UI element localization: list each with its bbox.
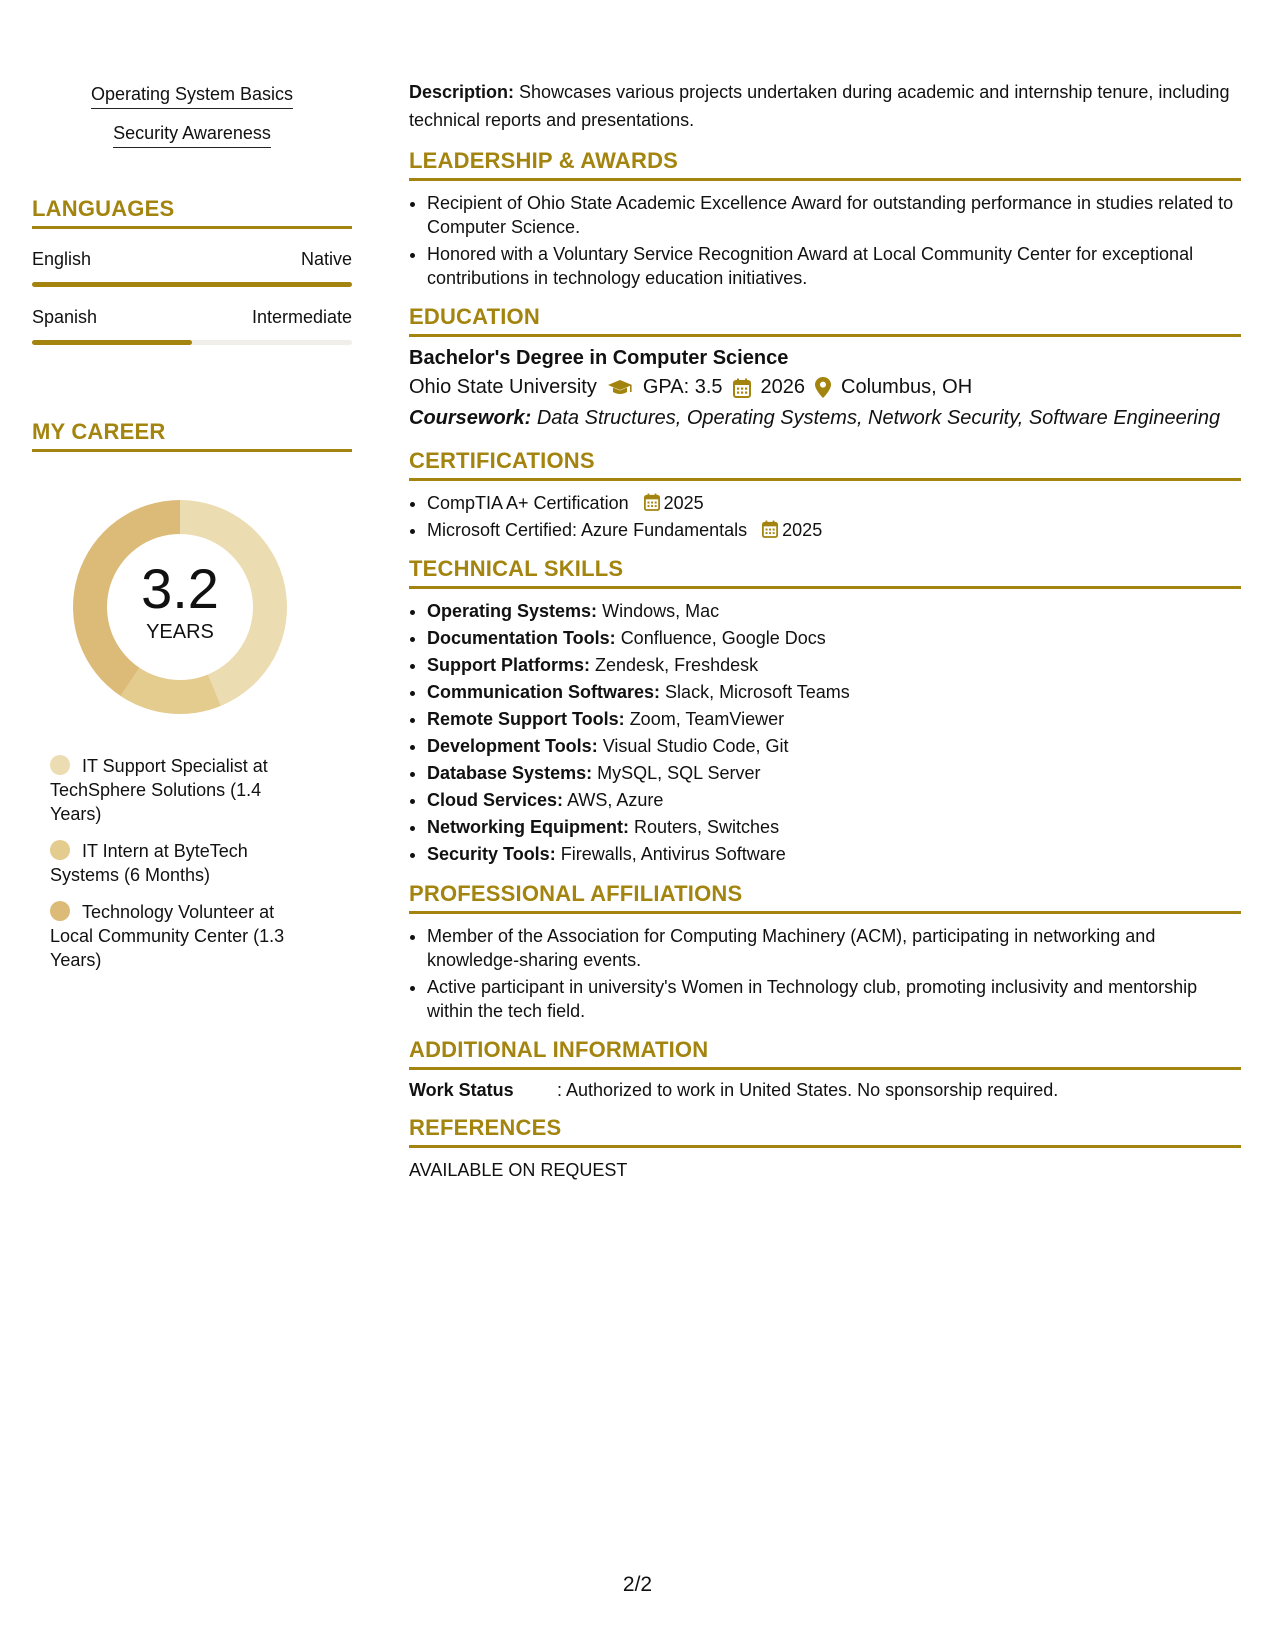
coursework-text: Data Structures, Operating Systems, Network Security, Software Engineering	[536, 407, 1221, 429]
skill-value: Visual Studio Code, Git	[602, 736, 789, 756]
coursework	[409, 407, 1241, 430]
career-legend-label: IT Support Specialist at TechSphere Solutions (1.4 Years)	[50, 756, 268, 824]
training-item: Operating System Basics	[91, 84, 293, 109]
language-name: English	[32, 249, 92, 269]
affiliation-item: • Member of the Association for Computing Machinery (ACM), participating in networking and knowledge-sharing events.	[427, 924, 1241, 972]
skill-value: MySQL, SQL Server	[597, 763, 761, 783]
language-entry	[32, 307, 352, 345]
skill-value: Confluence, Google Docs	[620, 628, 826, 648]
skill-value: Firewalls, Antivirus Software	[560, 844, 786, 864]
references-text: AVAILABLE ON REQUEST	[409, 1160, 628, 1180]
career-title: MY CAREER	[32, 419, 352, 452]
training-item: Security Awareness	[113, 123, 271, 148]
career-legend-label: IT Intern at ByteTech Systems (6 Months)	[50, 841, 248, 885]
skill-label: Security Tools:	[427, 844, 556, 864]
language-proficiency-bar	[32, 282, 352, 287]
skill-value: Zoom, TeamViewer	[629, 709, 785, 729]
certification-name: Microsoft Certified: Azure Fundamentals	[427, 520, 748, 540]
school-location: Columbus, OH	[841, 376, 973, 398]
affiliations-title: PROFESSIONAL AFFILIATIONS	[409, 881, 1241, 914]
skill-label: Database Systems:	[427, 763, 593, 783]
certification-item	[427, 518, 1241, 542]
skill-value: AWS, Azure	[567, 790, 664, 810]
career-total-unit: YEARS	[146, 620, 214, 643]
language-level: Intermediate	[251, 307, 352, 327]
legend-dot-icon	[50, 755, 70, 775]
legend-dot-icon	[50, 901, 70, 921]
calendar-icon	[733, 378, 751, 398]
skill-item	[427, 761, 1241, 786]
leadership-item: • Honored with a Voluntary Service Recognition Award at Local Community Center for exceptional contributions in technology education initiatives.	[427, 242, 1241, 290]
skill-value: Windows, Mac	[602, 601, 720, 621]
right-column	[409, 78, 1241, 1181]
skill-item	[427, 680, 1241, 705]
certification-year: 2025	[782, 520, 823, 540]
career-legend	[50, 754, 310, 972]
legend-dot-icon	[50, 840, 70, 860]
career-legend-item	[50, 754, 310, 826]
calendar-icon	[762, 520, 778, 538]
description-text: Showcases various projects undertaken during academic and internship tenure, including technical reports and presentations.	[409, 82, 1230, 130]
language-level: Native	[300, 249, 352, 269]
project-description	[409, 78, 1241, 134]
career-donut-chart	[65, 492, 295, 722]
leadership-title: LEADERSHIP & AWARDS	[409, 148, 1241, 181]
work-status-row	[409, 1080, 1241, 1101]
certification-item	[427, 491, 1241, 515]
work-status-value: : Authorized to work in United States. No sponsorship required.	[557, 1080, 1059, 1100]
skill-item	[427, 734, 1241, 759]
career-total-years: 3.2	[141, 556, 219, 620]
additional-info-title: ADDITIONAL INFORMATION	[409, 1037, 1241, 1070]
skill-item	[427, 707, 1241, 732]
left-column	[32, 78, 352, 985]
affiliations-list	[409, 924, 1241, 1023]
skill-label: Cloud Services:	[427, 790, 564, 810]
skill-label: Networking Equipment:	[427, 817, 629, 837]
leadership-list	[409, 191, 1241, 290]
language-proficiency-bar	[32, 340, 352, 345]
work-status-label: Work Status	[409, 1080, 514, 1100]
skill-value: Slack, Microsoft Teams	[665, 682, 850, 702]
skill-item	[427, 788, 1241, 813]
description-label: Description:	[409, 82, 515, 102]
languages-title: LANGUAGES	[32, 196, 352, 229]
skill-value: Zendesk, Freshdesk	[595, 655, 759, 675]
leadership-item: • Recipient of Ohio State Academic Excellence Award for outstanding performance in studies related to Computer Science.	[427, 191, 1241, 239]
skill-label: Communication Softwares:	[427, 682, 661, 702]
graduation-year: 2026	[760, 376, 806, 398]
certifications-list	[409, 491, 1241, 542]
language-proficiency-fill	[32, 282, 352, 287]
education-details	[409, 376, 1241, 399]
education-title: EDUCATION	[409, 304, 1241, 337]
skill-item	[427, 842, 1241, 867]
language-proficiency-fill	[32, 340, 192, 345]
coursework-label: Coursework:	[409, 407, 532, 429]
career-legend-item	[50, 900, 310, 972]
school-name: Ohio State University	[409, 376, 597, 398]
skills-list	[409, 599, 1241, 867]
career-legend-item	[50, 839, 310, 887]
skill-item	[427, 815, 1241, 840]
references-title: REFERENCES	[409, 1115, 1241, 1148]
graduation-cap-icon	[607, 379, 633, 397]
certification-name: CompTIA A+ Certification	[427, 493, 629, 513]
language-entry	[32, 249, 352, 287]
skill-item	[427, 626, 1241, 651]
training-list	[32, 78, 352, 156]
skill-label: Documentation Tools:	[427, 628, 616, 648]
certification-year: 2025	[663, 493, 704, 513]
skill-label: Remote Support Tools:	[427, 709, 625, 729]
degree-title: Bachelor's Degree in Computer Science	[409, 347, 789, 369]
skill-label: Support Platforms:	[427, 655, 591, 675]
calendar-icon	[644, 493, 660, 511]
certifications-title: CERTIFICATIONS	[409, 448, 1241, 481]
affiliation-item: • Active participant in university's Women in Technology club, promoting inclusivity and mentorship within the tech field.	[427, 975, 1241, 1023]
career-legend-label: Technology Volunteer at Local Community Center (1.3 Years)	[50, 902, 285, 970]
location-pin-icon	[815, 377, 831, 398]
skill-item	[427, 653, 1241, 678]
skill-label: Development Tools:	[427, 736, 598, 756]
page-number: 2/2	[622, 1573, 653, 1596]
skill-value: Routers, Switches	[634, 817, 780, 837]
gpa: GPA: 3.5	[642, 376, 723, 398]
skills-title: TECHNICAL SKILLS	[409, 556, 1241, 589]
language-name: Spanish	[32, 307, 98, 327]
skill-item	[427, 599, 1241, 624]
skill-label: Operating Systems:	[427, 601, 598, 621]
